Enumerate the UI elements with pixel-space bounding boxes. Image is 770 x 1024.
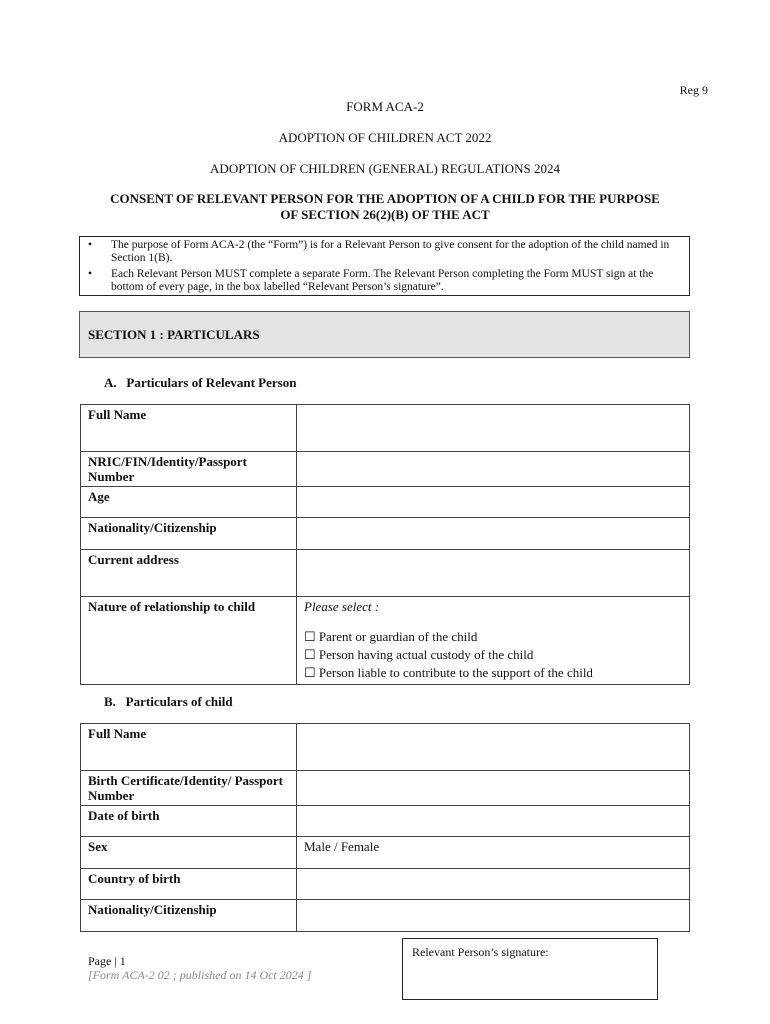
option-custody-checkbox[interactable]: ☐ Person having actual custody of the child bbox=[304, 647, 534, 662]
section-1-header: SECTION 1 : PARTICULARS bbox=[79, 311, 690, 358]
field-label: NRIC/FIN/Identity/Passport Number bbox=[81, 452, 297, 487]
table-row bbox=[81, 869, 690, 900]
age-field[interactable] bbox=[297, 487, 690, 518]
table-row bbox=[81, 771, 690, 806]
act-title: ADOPTION OF CHILDREN ACT 2022 bbox=[278, 130, 492, 145]
field-label: Full Name bbox=[81, 724, 297, 771]
select-prompt: Please select : bbox=[304, 599, 380, 614]
table-row bbox=[81, 487, 690, 518]
table-row bbox=[81, 597, 690, 685]
country-of-birth-field[interactable] bbox=[297, 869, 690, 900]
dob-field[interactable] bbox=[297, 806, 690, 837]
signature-box[interactable] bbox=[402, 938, 658, 1000]
field-label: Nationality/Citizenship bbox=[81, 518, 297, 550]
child-nationality-field[interactable] bbox=[297, 900, 690, 932]
table-row bbox=[81, 724, 690, 771]
field-label: Sex bbox=[81, 837, 297, 869]
sex-field[interactable]: Male / Female bbox=[297, 837, 690, 869]
table-row bbox=[81, 405, 690, 452]
field-label: Birth Certificate/Identity/ Passport Number bbox=[81, 771, 297, 806]
form-title bbox=[78, 191, 692, 223]
child-table bbox=[80, 723, 690, 932]
table-row bbox=[81, 806, 690, 837]
table-row bbox=[81, 518, 690, 550]
birth-cert-field[interactable] bbox=[297, 771, 690, 806]
field-label: Nature of relationship to child bbox=[81, 597, 297, 685]
field-label: Country of birth bbox=[81, 869, 297, 900]
table-row bbox=[81, 452, 690, 487]
page-number: Page | 1 bbox=[88, 954, 126, 968]
field-label: Date of birth bbox=[81, 806, 297, 837]
form-title-line1: CONSENT OF RELEVANT PERSON FOR THE ADOPTION OF A CHILD FOR THE PURPOSE bbox=[110, 191, 660, 206]
table-row bbox=[81, 550, 690, 597]
form-id: FORM ACA-2 bbox=[346, 99, 424, 114]
id-number-field[interactable] bbox=[297, 452, 690, 487]
regulations-title: ADOPTION OF CHILDREN (GENERAL) REGULATIONS 2024 bbox=[210, 161, 560, 176]
publication-note: [Form ACA-2 02 ; published on 14 Oct 2024 ] bbox=[88, 968, 312, 982]
table-row bbox=[81, 900, 690, 932]
instructions-box bbox=[79, 236, 690, 296]
instruction-item: • The purpose of Form ACA-2 (the “Form”) is for a Relevant Person to give consent for the adoption of the child named in Section 1(B). bbox=[86, 239, 683, 265]
option-parent-checkbox[interactable]: ☐ Parent or guardian of the child bbox=[304, 629, 478, 644]
option-support-checkbox[interactable]: ☐ Person liable to contribute to the support of the child bbox=[304, 665, 593, 680]
regulation-number: Reg 9 bbox=[679, 83, 708, 97]
nationality-field[interactable] bbox=[297, 518, 690, 550]
field-label: Current address bbox=[81, 550, 297, 597]
instruction-item: • Each Relevant Person MUST complete a separate Form. The Relevant Person completing the Form MUST sign at the bottom of every page, in the box labelled “Relevant Person’s signature”. bbox=[86, 268, 683, 294]
child-name-field[interactable] bbox=[297, 724, 690, 771]
relationship-field bbox=[297, 597, 690, 685]
field-label: Age bbox=[81, 487, 297, 518]
field-label: Nationality/Citizenship bbox=[81, 900, 297, 932]
part-a-heading: A. Particulars of Relevant Person bbox=[104, 375, 297, 390]
full-name-field[interactable] bbox=[297, 405, 690, 452]
part-b-heading: B. Particulars of child bbox=[104, 694, 233, 709]
table-row bbox=[81, 837, 690, 869]
field-label: Full Name bbox=[81, 405, 297, 452]
form-title-line2: OF SECTION 26(2)(B) OF THE ACT bbox=[280, 207, 490, 222]
relevant-person-table bbox=[80, 404, 690, 685]
signature-label: Relevant Person’s signature: bbox=[412, 945, 549, 959]
address-field[interactable] bbox=[297, 550, 690, 597]
